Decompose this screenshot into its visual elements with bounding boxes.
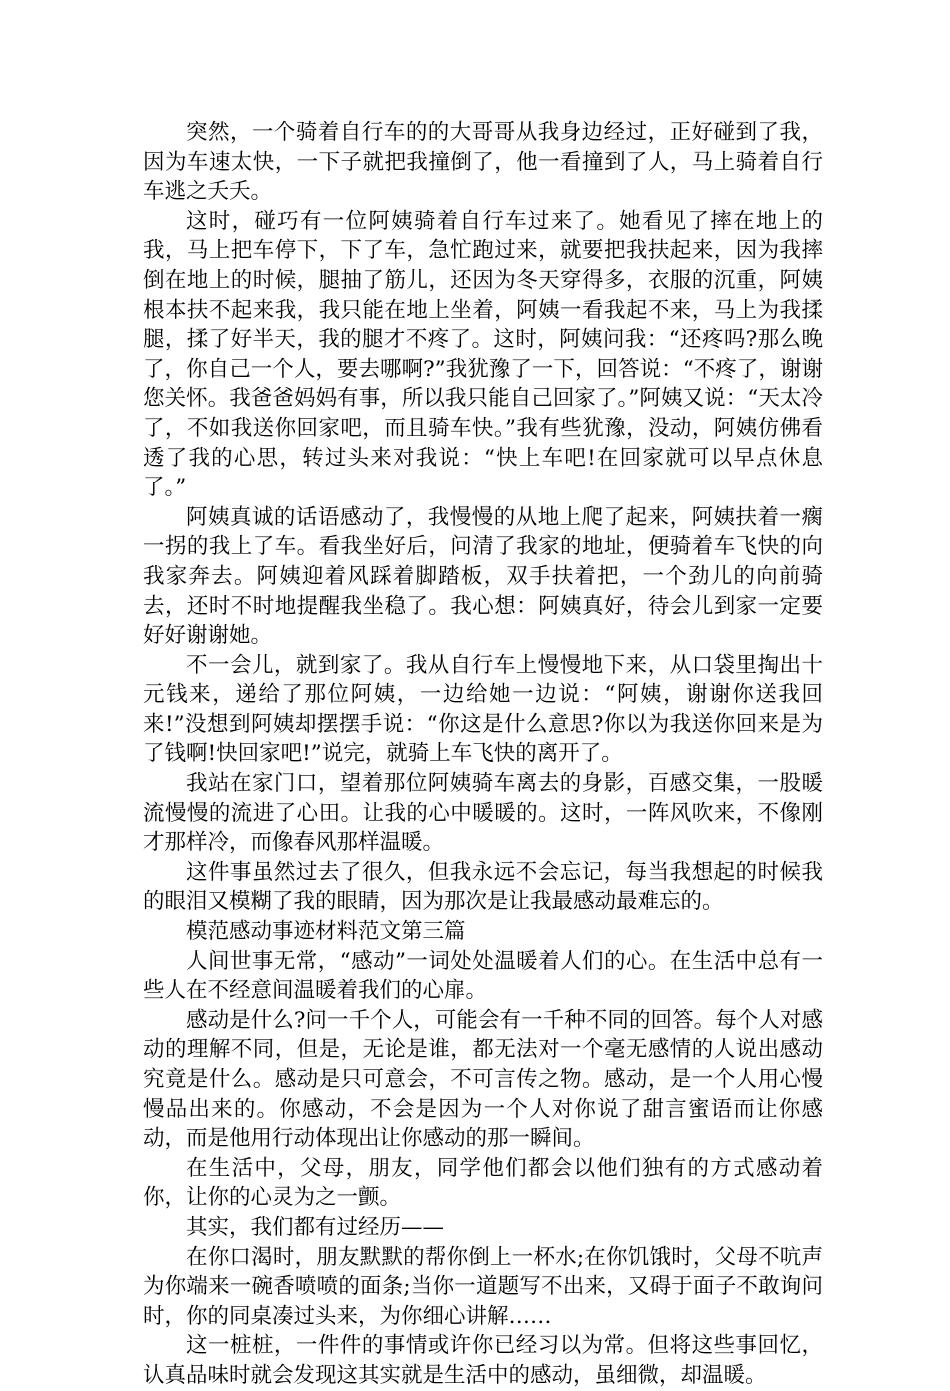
paragraph: 在生活中，父母，朋友，同学他们都会以他们独有的方式感动着你，让你的心灵为之一颤。 — [143, 1155, 823, 1211]
paragraph: 这时，碰巧有一位阿姨骑着自行车过来了。她看见了摔在地上的我，马上把车停下，下了车，急忙跑过来，就要把我扶起来，因为我摔倒在地上的时候，腿抽了筋儿，还因为冬天穿得多，衣服的沉重，阿姨根本扶不起来我，我只能在地上坐着，阿姨一看我起不来，马上为我揉腿，揉了好半天，我的腿才不疼了。这时，阿姨问我：“还疼吗?那么晚了，你自己一个人，要去哪啊?”我犹豫了一下，回答说：“不疼了，谢谢您关怀。我爸爸妈妈有事，所以我只能自己回家了。”阿姨又说：“天太冷了，不如我送你回家吧，而且骑车快。”我有些犹豫，没动，阿姨仿佛看透了我的心思，转过头来对我说：“快上车吧!在回家就可以早点休息了。” — [143, 208, 823, 501]
paragraph: 阿姨真诚的话语感动了，我慢慢的从地上爬了起来，阿姨扶着一瘸一拐的我上了车。看我坐好后，问清了我家的地址，便骑着车飞快的向我家奔去。阿姨迎着风踩着脚踏板，双手扶着把，一个劲儿的向前骑去，还时不时地提醒我坐稳了。我心想：阿姨真好，待会儿到家一定要好好谢谢她。 — [143, 504, 823, 649]
section-heading: 模范感动事迹材料范文第三篇 — [186, 919, 466, 945]
paragraph: 这一桩桩，一件件的事情或许你已经习以为常。但将这些事回忆，认真品味时就会发现这其实就是生活中的感动，虽细微，却温暖。 — [143, 1333, 823, 1388]
paragraph: 感动是什么?问一千个人，可能会有一千种不同的回答。每个人对感动的理解不同，但是，无论是谁，都无法对一个毫无感情的人说出感动究竟是什么。感动是只可意会，不可言传之物。感动，是一个人用心慢慢品出来的。你感动，不会是因为一个人对你说了甜言蜜语而让你感动，而是他用行动体现出让你感动的那一瞬间。 — [143, 1007, 823, 1152]
paragraph: 在你口渴时，朋友默默的帮你倒上一杯水;在你饥饿时，父母不吭声为你端来一碗香喷喷的面条;当你一道题写不出来，又碍于面子不敢询问时，你的同桌凑过头来，为你细心讲解…… — [143, 1244, 823, 1329]
paragraph: 其实，我们都有过经历—— — [186, 1214, 445, 1240]
paragraph: 这件事虽然过去了很久，但我永远不会忘记，每当我想起的时候我的眼泪又模糊了我的眼睛，因为那次是让我最感动最难忘的。 — [143, 859, 823, 915]
document-page — [143, 118, 823, 1391]
paragraph: 不一会儿，就到家了。我从自行车上慢慢地下来，从口袋里掏出十元钱来，递给了那位阿姨，一边给她一边说：“阿姨，谢谢你送我回来!”没想到阿姨却摆摆手说：“你这是什么意思?你以为我送你回来是为了钱啊!快回家吧!”说完，就骑上车飞快的离开了。 — [143, 652, 823, 767]
paragraph: 人间世事无常，“感动”一词处处温暖着人们的心。在生活中总有一些人在不经意间温暖着我们的心扉。 — [143, 948, 823, 1004]
paragraph: 我站在家门口，望着那位阿姨骑车离去的身影，百感交集，一股暖流慢慢的流进了心田。让我的心中暖暖的。这时，一阵风吹来，不像刚才那样冷，而像春风那样温暖。 — [143, 771, 823, 856]
paragraph: 突然，一个骑着自行车的的大哥哥从我身边经过，正好碰到了我，因为车速太快，一下子就把我撞倒了，他一看撞到了人，马上骑着自行车逃之夭夭。 — [143, 120, 823, 205]
